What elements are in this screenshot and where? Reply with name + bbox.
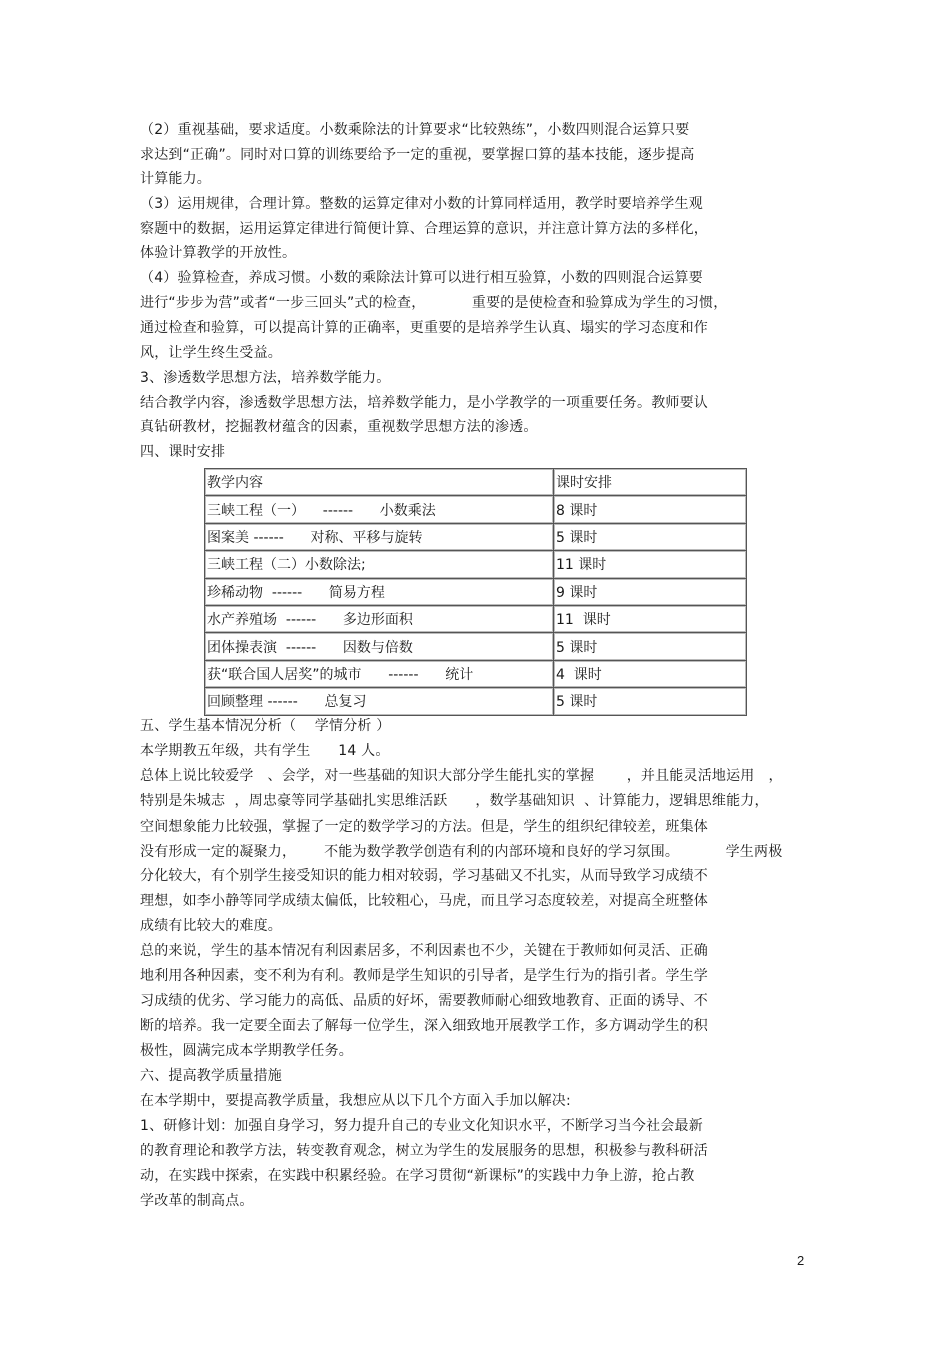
text-line: 风，让学生终生受益。 (140, 345, 282, 361)
table-header-row (205, 469, 747, 496)
text-line: 3、渗透数学思想方法，培养数学能力。 (140, 370, 391, 386)
text-line: 通过检查和验算，可以提高计算的正确率，更重要的是培养学生认真、塌实的学习态度和作 (140, 320, 708, 336)
text-line: 体验计算教学的开放性。 (140, 245, 297, 261)
table-row (205, 688, 747, 715)
section-heading: 六、提高教学质量措施 (140, 1068, 282, 1084)
text-line: 习成绩的优劣、学习能力的高低、品质的好坏，需要教师耐心细致地教育、正面的诱导、不 (140, 993, 708, 1009)
table-row (205, 633, 747, 660)
text-line: 特别是朱城志 ，周忠豪等同学基础扎实思维活跃 ，数学基础知识 、计算能力，逻辑思维能力， (140, 793, 769, 809)
text-line: 总体上说比较爱学 、会学，对一些基础的知识大部分学生能扎实的掌握 ，并且能灵活地运用 ， (140, 768, 783, 784)
text-line: 结合教学内容，渗透数学思想方法，培养数学能力，是小学教学的一项重要任务。教师要认 (140, 395, 708, 411)
text-line: 的教育理论和教学方法，转变教育观念，树立为学生的发展服务的思想，积极参与教科研活 (140, 1143, 708, 1159)
text-line: 察题中的数据，运用运算定律进行简便计算、合理运算的意识，并注意计算方法的多样化， (140, 221, 708, 237)
schedule-table (204, 468, 747, 716)
section-heading: 四、课时安排 (140, 444, 226, 460)
text-line: （2）重视基础，要求适度。小数乘除法的计算要求“比较熟练”，小数四则混合运算只要 (140, 122, 690, 138)
page-number: 2 (797, 1253, 805, 1268)
table-cell: 三峡工程（一） ------ 小数乘法 (205, 496, 554, 523)
text-line: （4）验算检查，养成习惯。小数的乘除法计算可以进行相互验算，小数的四则混合运算要 (140, 270, 703, 286)
table-row (205, 605, 747, 632)
table-cell: 4 课时 (554, 660, 747, 687)
table-cell: 8 课时 (554, 496, 747, 523)
text-line: （3）运用规律，合理计算。整数的运算定律对小数的计算同样适用，教学时要培养学生观 (140, 196, 703, 212)
table-row (205, 551, 747, 578)
table-cell: 回顾整理 ------ 总复习 (205, 688, 554, 715)
table-cell: 5 课时 (554, 633, 747, 660)
table-row (205, 523, 747, 550)
table-cell: 获“联合国人居奖”的城市 ------ 统计 (205, 660, 554, 687)
table-cell: 9 课时 (554, 578, 747, 605)
text-line: 成绩有比较大的难度。 (140, 918, 282, 934)
table-cell: 珍稀动物 ------ 简易方程 (205, 578, 554, 605)
text-line: 地利用各种因素，变不利为有利。教师是学生知识的引导者，是学生行为的指引者。学生学 (140, 968, 708, 984)
text-line: 动，在实践中探索，在实践中积累经验。在学习贯彻“新课标”的实践中力争上游，抢占教 (140, 1168, 695, 1184)
text-line: 1、研修计划：加强自身学习，努力提升自己的专业文化知识水平，不断学习当今社会最新 (140, 1118, 703, 1134)
text-line: 空间想象能力比较强，掌握了一定的数学学习的方法。但是，学生的组织纪律较差，班集体 (140, 819, 708, 835)
text-line: 分化较大，有个别学生接受知识的能力相对较弱，学习基础又不扎实，从而导致学习成绩不 (140, 868, 708, 884)
text-line: 理想，如李小静等同学成绩太偏低，比较粗心，马虎，而且学习态度较差，对提高全班整体 (140, 893, 708, 909)
table-cell: 11 课时 (554, 551, 747, 578)
table-row (205, 496, 747, 523)
text-line: 学改革的制高点。 (140, 1193, 254, 1209)
table-cell: 图案美 ------ 对称、平移与旋转 (205, 523, 554, 550)
table-cell: 水产养殖场 ------ 多边形面积 (205, 605, 554, 632)
text-line: 求达到“正确”。同时对口算的训练要给予一定的重视，要掌握口算的基本技能，逐步提高 (140, 147, 695, 163)
table-cell: 11 课时 (554, 605, 747, 632)
table-cell: 5 课时 (554, 523, 747, 550)
table-header-cell: 教学内容 (205, 469, 554, 496)
text-line: 本学期教五年级，共有学生 14 人。 (140, 743, 390, 759)
text-line: 进行“步步为营”或者“一步三回头”式的检查， 重要的是使检查和验算成为学生的习惯， (140, 295, 728, 311)
table-row (205, 660, 747, 687)
text-line: 真钻研教材，挖掘教材蕴含的因素，重视数学思想方法的渗透。 (140, 419, 538, 435)
section-heading: 五、学生基本情况分析（ 学情分析 ） (140, 718, 391, 734)
table-cell: 团体操表演 ------ 因数与倍数 (205, 633, 554, 660)
table-cell: 三峡工程（二）小数除法; (205, 551, 554, 578)
text-line: 计算能力。 (140, 171, 211, 187)
table-row (205, 578, 747, 605)
text-line: 极性，圆满完成本学期教学任务。 (140, 1043, 353, 1059)
table-header-cell: 课时安排 (554, 469, 747, 496)
text-line: 断的培养。我一定要全面去了解每一位学生，深入细致地开展教学工作，多方调动学生的积 (140, 1018, 708, 1034)
table-cell: 5 课时 (554, 688, 747, 715)
text-line: 在本学期中，要提高教学质量，我想应从以下几个方面入手加以解决: (140, 1093, 571, 1109)
text-line: 总的来说，学生的基本情况有利因素居多，不利因素也不少，关键在于教师如何灵活、正确 (140, 943, 708, 959)
text-line: 没有形成一定的凝聚力， 不能为数学教学创造有利的内部环境和良好的学习氛围。 学生两极 (140, 844, 783, 860)
